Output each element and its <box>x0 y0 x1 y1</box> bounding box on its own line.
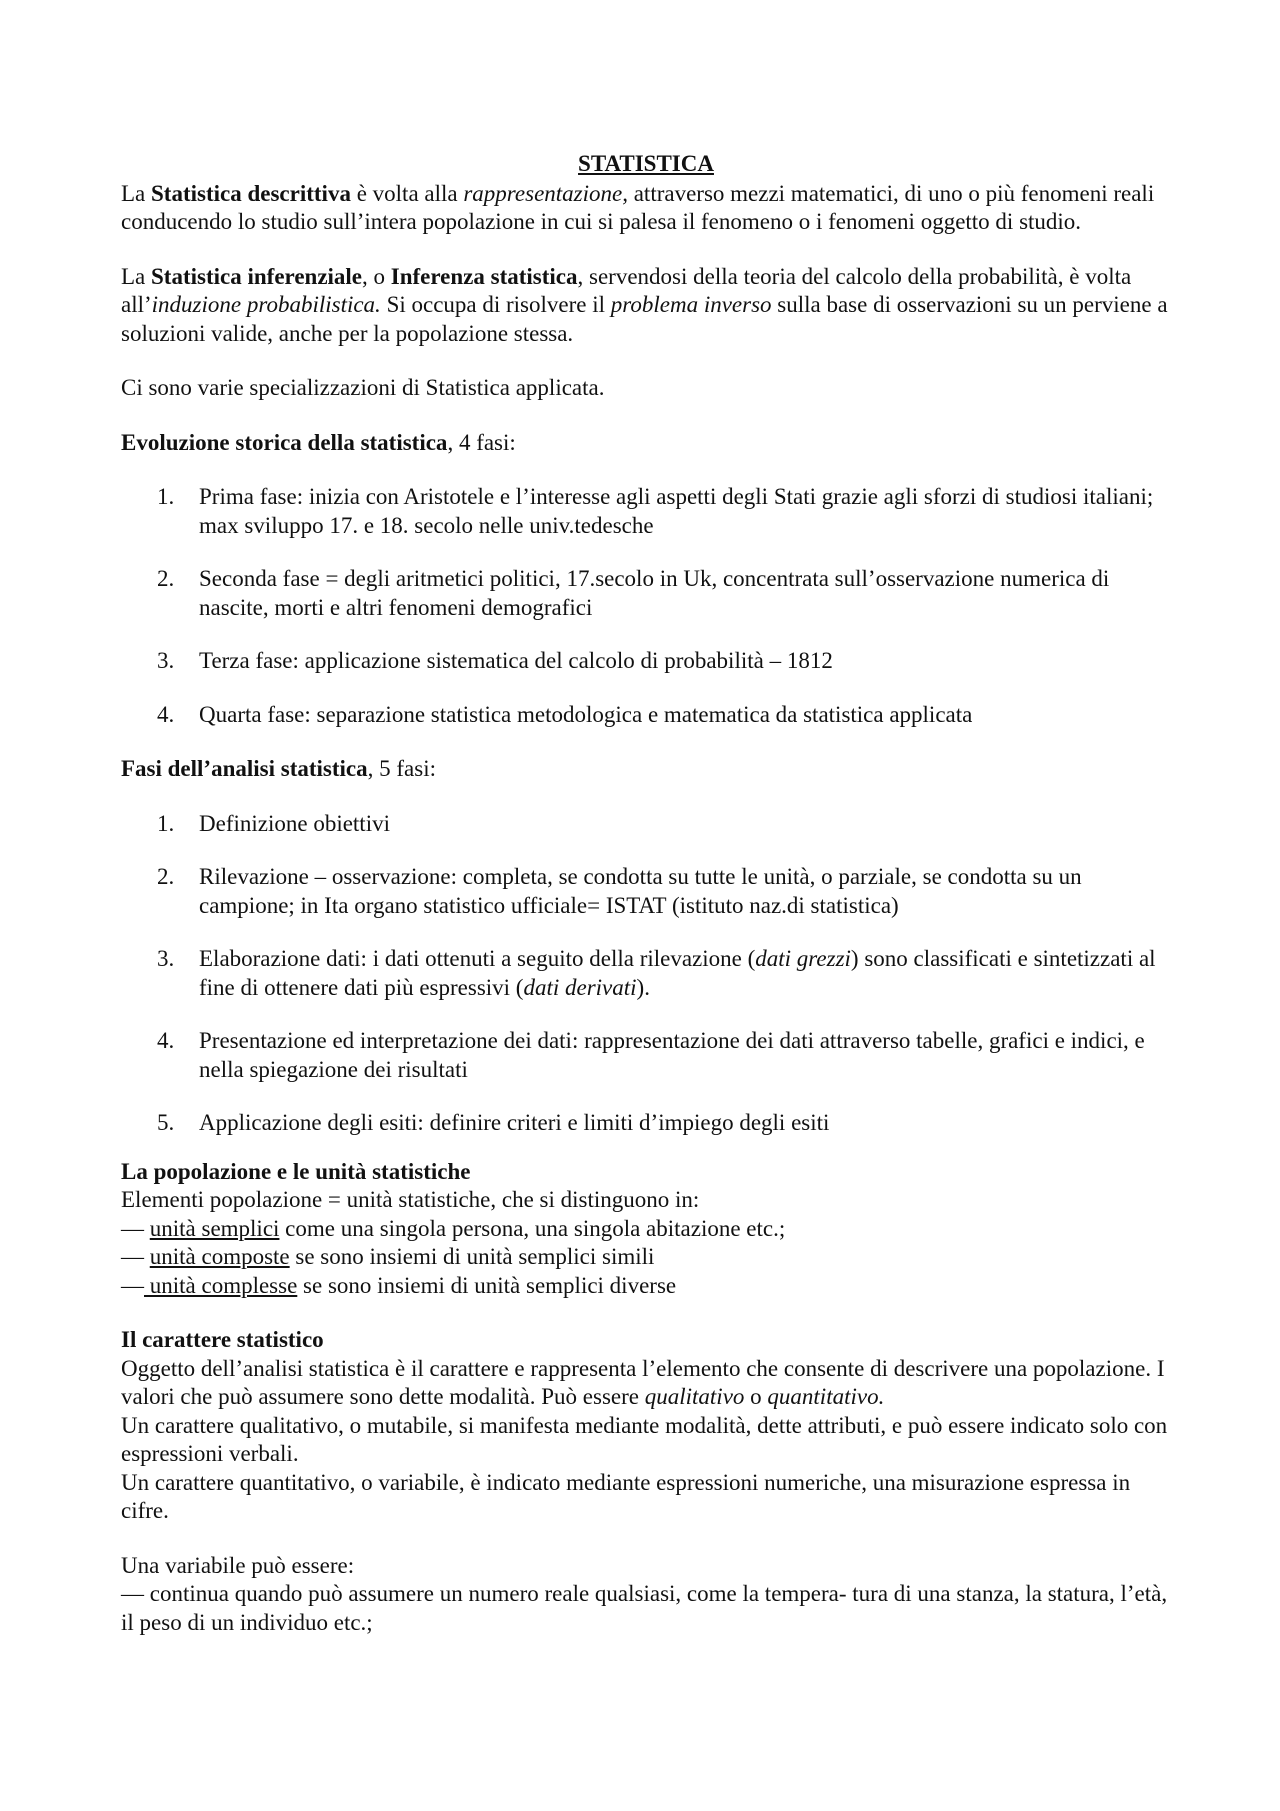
variabile-continua: — continua quando può assumere un numero reale qualsiasi, come la tempera- tura di una stanza, la statura, l’età, il peso di un individuo etc.; <box>121 1581 1168 1635</box>
list-item: 3. Elaborazione dati: i dati ottenuti a seguito della rilevazione (dati grezzi) sono classificati e sintetizzati al fine di ottenere dati più espressivi (dati derivati). <box>157 946 1156 1000</box>
paragraph-specializzazioni: Ci sono varie specializzazioni di Statistica applicata. <box>121 375 605 400</box>
list-evoluzione <box>121 483 1171 729</box>
list-item: 5. Applicazione degli esiti: definire criteri e limiti d’impiego degli esiti <box>157 1110 830 1135</box>
carattere-qualitativo: Un carattere qualitativo, o mutabile, si manifesta mediante modalità, dette attributi, e può essere indicato solo con espressioni verbali. <box>121 1412 1168 1466</box>
dash-item-semplici: — unità semplici come una singola persona, una singola abitazione etc.; <box>121 1215 786 1241</box>
document-page <box>121 150 1171 1637</box>
variabile-heading: Una variabile può essere: <box>121 1552 355 1578</box>
list-item: 4. Quarta fase: separazione statistica metodologica e matematica da statistica applicata <box>157 701 973 727</box>
term-statistica-inferenziale: Statistica inferenziale <box>151 263 363 289</box>
dash-item-composte: — unità composte se sono insiemi di unità semplici simili <box>121 1244 655 1269</box>
heading-fasi: Fasi dell’analisi statistica, 5 fasi: <box>121 756 436 781</box>
term-statistica-descrittiva: Statistica descrittiva <box>151 180 351 206</box>
list-fasi <box>121 810 1171 1138</box>
heading-evoluzione: Evoluzione storica della statistica, 4 fasi: <box>121 429 516 455</box>
list-item: 2. Seconda fase = degli aritmetici politici, 17.secolo in Uk, concentrata sull’osservazione numerica di nascite, morti e altri fenomeni demografici <box>157 566 1110 620</box>
list-item: 4. Presentazione ed interpretazione dei dati: rappresentazione dei dati attraverso tabelle, grafici e indici, e nella spiegazione dei risultati <box>157 1028 1145 1082</box>
popolazione-line: Elementi popolazione = unità statistiche, che si distinguono in: <box>121 1187 700 1212</box>
heading-carattere: Il carattere statistico <box>121 1327 324 1352</box>
list-item: 2. Rilevazione – osservazione: completa, se condotta su tutte le unità, o parziale, se condotta su un campione; in Ita organo statistico ufficiale= ISTAT (istituto naz.di statistica) <box>157 864 1082 918</box>
paragraph-statistica-descrittiva: La Statistica descrittiva è volta alla rappresentazione, attraverso mezzi matematici, di uno o più fenomeni reali conducendo lo studio sull’intera popolazione in cui si palesa il fenomeno o i fenomeni oggetto di studio. <box>121 180 1155 234</box>
carattere-quantitativo: Un carattere quantitativo, o variabile, è indicato mediante espressioni numeriche, una misurazione espressa in cifre. <box>121 1469 1131 1523</box>
paragraph-statistica-inferenziale: La Statistica inferenziale, o Inferenza statistica, servendosi della teoria del calcolo della probabilità, è volta all’induzione probabilistica. Si occupa di risolvere il problema inverso sulla base di osservazioni su un perviene a soluzioni valide, anche per la popolazione stessa. <box>121 263 1168 346</box>
list-item: 1. Definizione obiettivi <box>157 810 390 836</box>
page-title: STATISTICA <box>578 151 714 176</box>
term-rappresentazione: rappresentazione, <box>463 180 628 206</box>
term-induzione-probabilistica: induzione probabilistica. <box>151 292 381 317</box>
term-problema-inverso: problema inverso <box>610 292 772 317</box>
term-inferenza-statistica: Inferenza statistica <box>390 263 578 289</box>
heading-popolazione: La popolazione e le unità statistiche <box>121 1158 471 1184</box>
list-item: 1. Prima fase: inizia con Aristotele e l’interesse agli aspetti degli Stati grazie agli sforzi di studiosi italiani; max sviluppo 17. e 18. secolo nelle univ.tedesche <box>157 484 1154 538</box>
list-item: 3. Terza fase: applicazione sistematica del calcolo di probabilità – 1812 <box>157 648 833 673</box>
dash-item-complesse: — unità complesse se sono insiemi di unità semplici diverse <box>121 1272 677 1298</box>
carattere-paragraph: Oggetto dell’analisi statistica è il carattere e rappresenta l’elemento che consente di descrivere una popolazione. I valori che può assumere sono dette modalità. Può essere qualitativo o quantitativo. <box>121 1355 1165 1409</box>
